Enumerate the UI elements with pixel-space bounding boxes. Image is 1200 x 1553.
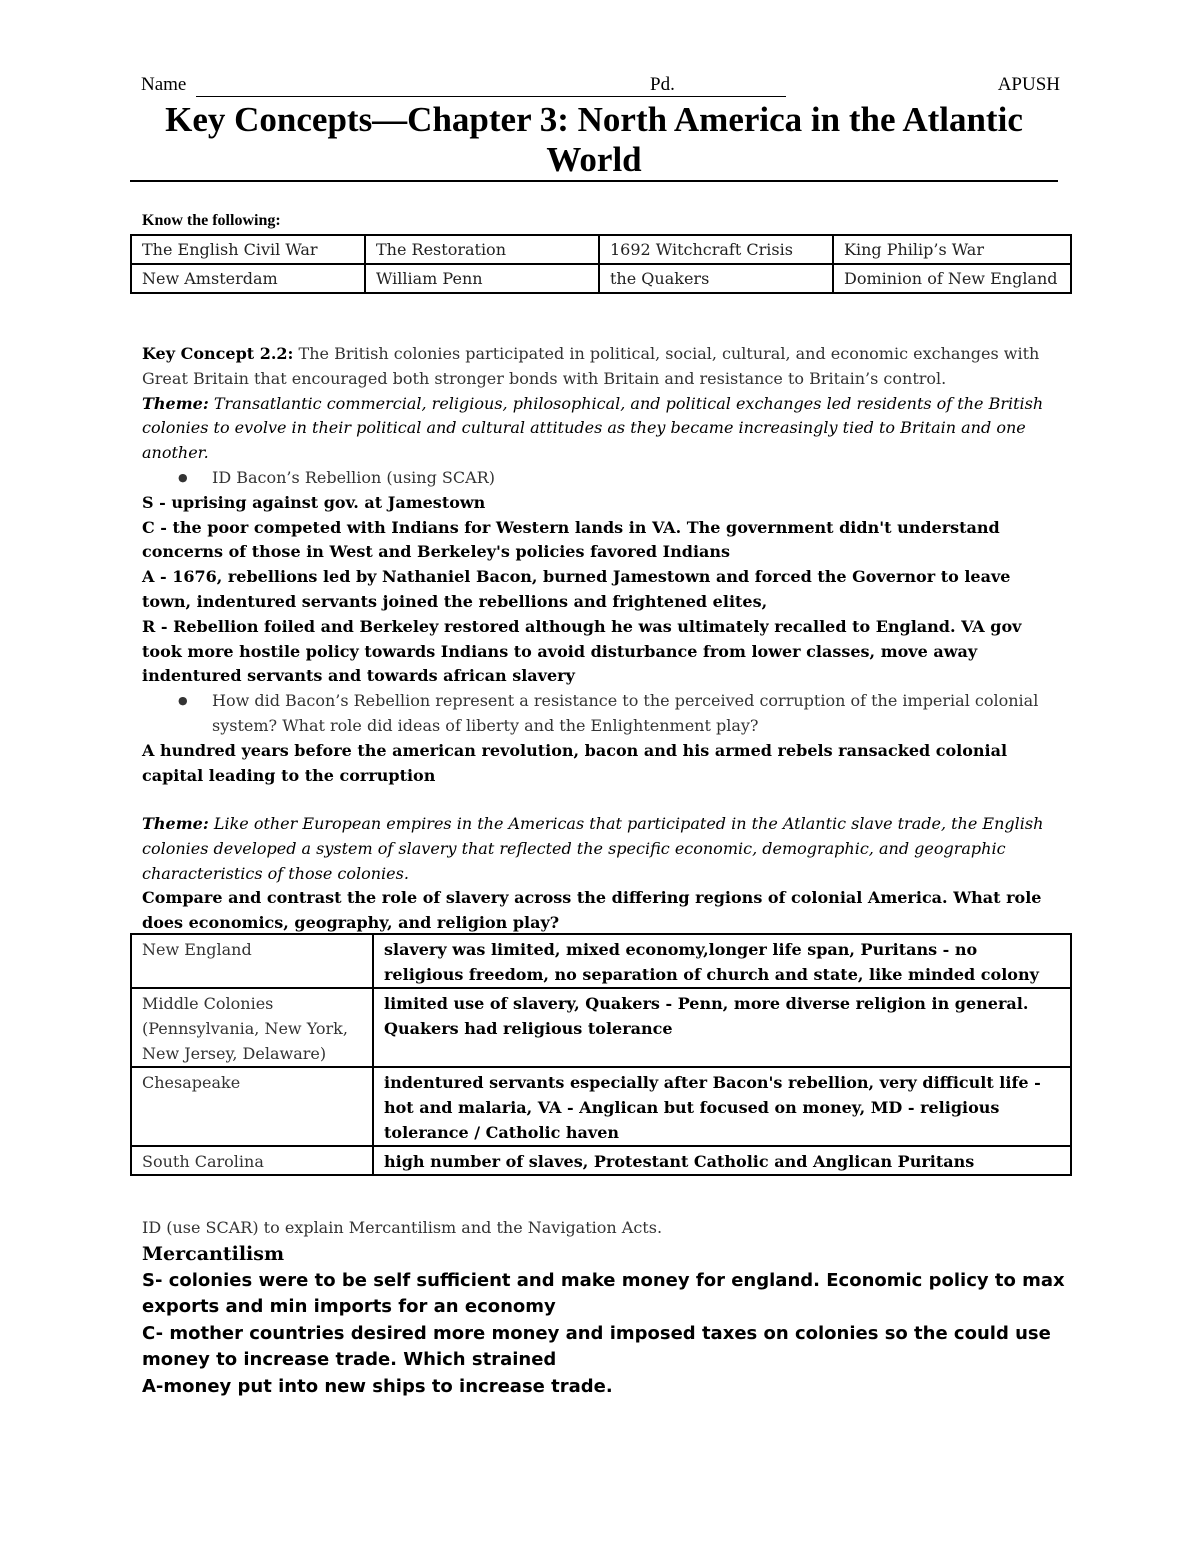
mercantilism-section — [142, 1241, 1072, 1400]
table-row — [131, 1067, 1071, 1146]
merc-a: A-money put into new ships to increase trade. — [142, 1375, 613, 1397]
course-label: APUSH — [997, 74, 1060, 95]
table-row — [131, 988, 1071, 1067]
page-title: Key Concepts—Chapter 3: North America in the Atlantic World — [165, 100, 1023, 179]
key-concept-paragraph — [142, 342, 1062, 392]
table-row — [131, 934, 1071, 988]
region-description: slavery was limited, mixed economy,longer life span, Puritans - no religious freedom, no separation of church and state, like minded colony — [373, 934, 1071, 988]
scar-r: R - Rebellion foiled and Berkeley restored although he was ultimately recalled to England. VA gov took more hostile policy towards Indians to avoid disturbance from lower classes, move away indentured servants and towards african slavery — [142, 616, 1022, 686]
table-row — [131, 235, 1071, 264]
terms-table — [130, 234, 1072, 294]
period-label: Pd. — [650, 74, 675, 95]
region-description: indentured servants especially after Bacon's rebellion, very difficult life - hot and malaria, VA - Anglican but focused on money, MD - religious tolerance / Catholic haven — [373, 1067, 1071, 1146]
region-name: Chesapeake — [131, 1067, 373, 1146]
theme-label: Theme: — [142, 393, 209, 413]
bacon-question: ● How did Bacon’s Rebellion represent a resistance to the perceived corruption of the imperial colonial system? What role did ideas of liberty and the Enlightenment play? — [142, 689, 1062, 739]
table-cell: The Restoration — [365, 235, 599, 264]
title-divider — [130, 180, 1058, 182]
theme-label: Theme: — [142, 814, 209, 833]
theme-text: Like other European empires in the Americas that participated in the Atlantic slave trade, the English colonies developed a system of slavery that reflected the specific economic, demographic, and geographic characteristics of those colonies. — [142, 814, 1044, 883]
scar-a: A - 1676, rebellions led by Nathaniel Bacon, burned Jamestown and forced the Governor to leave town, indentured servants joined the rebellions and frightened elites, — [142, 567, 1011, 611]
header-line — [130, 74, 1060, 100]
theme-text: Transatlantic commercial, religious, philosophical, and political exchanges led residents of the British colonies to evolve in their political and cultural attitudes as they became increasingly tied to Britain and one another. — [142, 393, 1044, 463]
region-description: high number of slaves, Protestant Catholic and Anglican Puritans — [373, 1146, 1071, 1175]
scar-s: S - uprising against gov. at Jamestown — [142, 492, 486, 512]
key-concept-label: Key Concept 2.2: — [142, 344, 294, 363]
merc-c: C- mother countries desired more money and imposed taxes on colonies so the could use money to increase trade. Which strained — [142, 1322, 1051, 1370]
region-name: Middle Colonies (Pennsylvania, New York, New Jersey, Delaware) — [131, 988, 373, 1067]
scar-c: C - the poor competed with Indians for Western lands in VA. The government didn't understand concerns of those in West and Berkeley's policies favored Indians — [142, 517, 1000, 562]
table-cell: The English Civil War — [131, 235, 365, 264]
name-label: Name — [141, 74, 187, 95]
region-name: South Carolina — [131, 1146, 373, 1175]
theme-paragraph — [142, 812, 1062, 886]
key-concept-section — [142, 342, 1062, 788]
merc-s: S- colonies were to be self sufficient and make money for england. Economic policy to max exports and min imports for an economy — [142, 1269, 1065, 1317]
table-cell: 1692 Witchcraft Crisis — [599, 235, 833, 264]
regions-table — [130, 933, 1072, 1176]
table-row — [131, 264, 1071, 293]
period-blank — [678, 96, 786, 97]
bacon-prompt: ● ID Bacon’s Rebellion (using SCAR) — [142, 466, 1062, 491]
table-row — [131, 1146, 1071, 1175]
table-cell: King Philip’s War — [833, 235, 1071, 264]
mercantilism-heading: Mercantilism — [142, 1243, 285, 1265]
merc-prompt: ID (use SCAR) to explain Mercantilism and the Navigation Acts. — [142, 1218, 663, 1237]
table-cell: the Quakers — [599, 264, 833, 293]
table-cell: William Penn — [365, 264, 599, 293]
compare-prompt: Compare and contrast the role of slavery across the differing regions of colonial America. What role does economics, geography, and religion play? — [142, 888, 1042, 933]
bacon-answer: A hundred years before the american revolution, bacon and his armed rebels ransacked colonial capital leading to the corruption — [142, 740, 1008, 785]
region-name: New England — [131, 934, 373, 988]
table-cell: Dominion of New England — [833, 264, 1071, 293]
region-description: limited use of slavery, Quakers - Penn, more diverse religion in general. Quakers had religious tolerance — [373, 988, 1071, 1067]
slavery-section — [142, 812, 1062, 936]
table-cell: New Amsterdam — [131, 264, 365, 293]
know-heading: Know the following: — [142, 212, 281, 229]
theme-paragraph — [142, 392, 1062, 466]
key-concept-text: The British colonies participated in political, social, cultural, and economic exchanges with Great Britain that encouraged both stronger bonds with Britain and resistance to Britain’s control. — [142, 344, 1040, 388]
